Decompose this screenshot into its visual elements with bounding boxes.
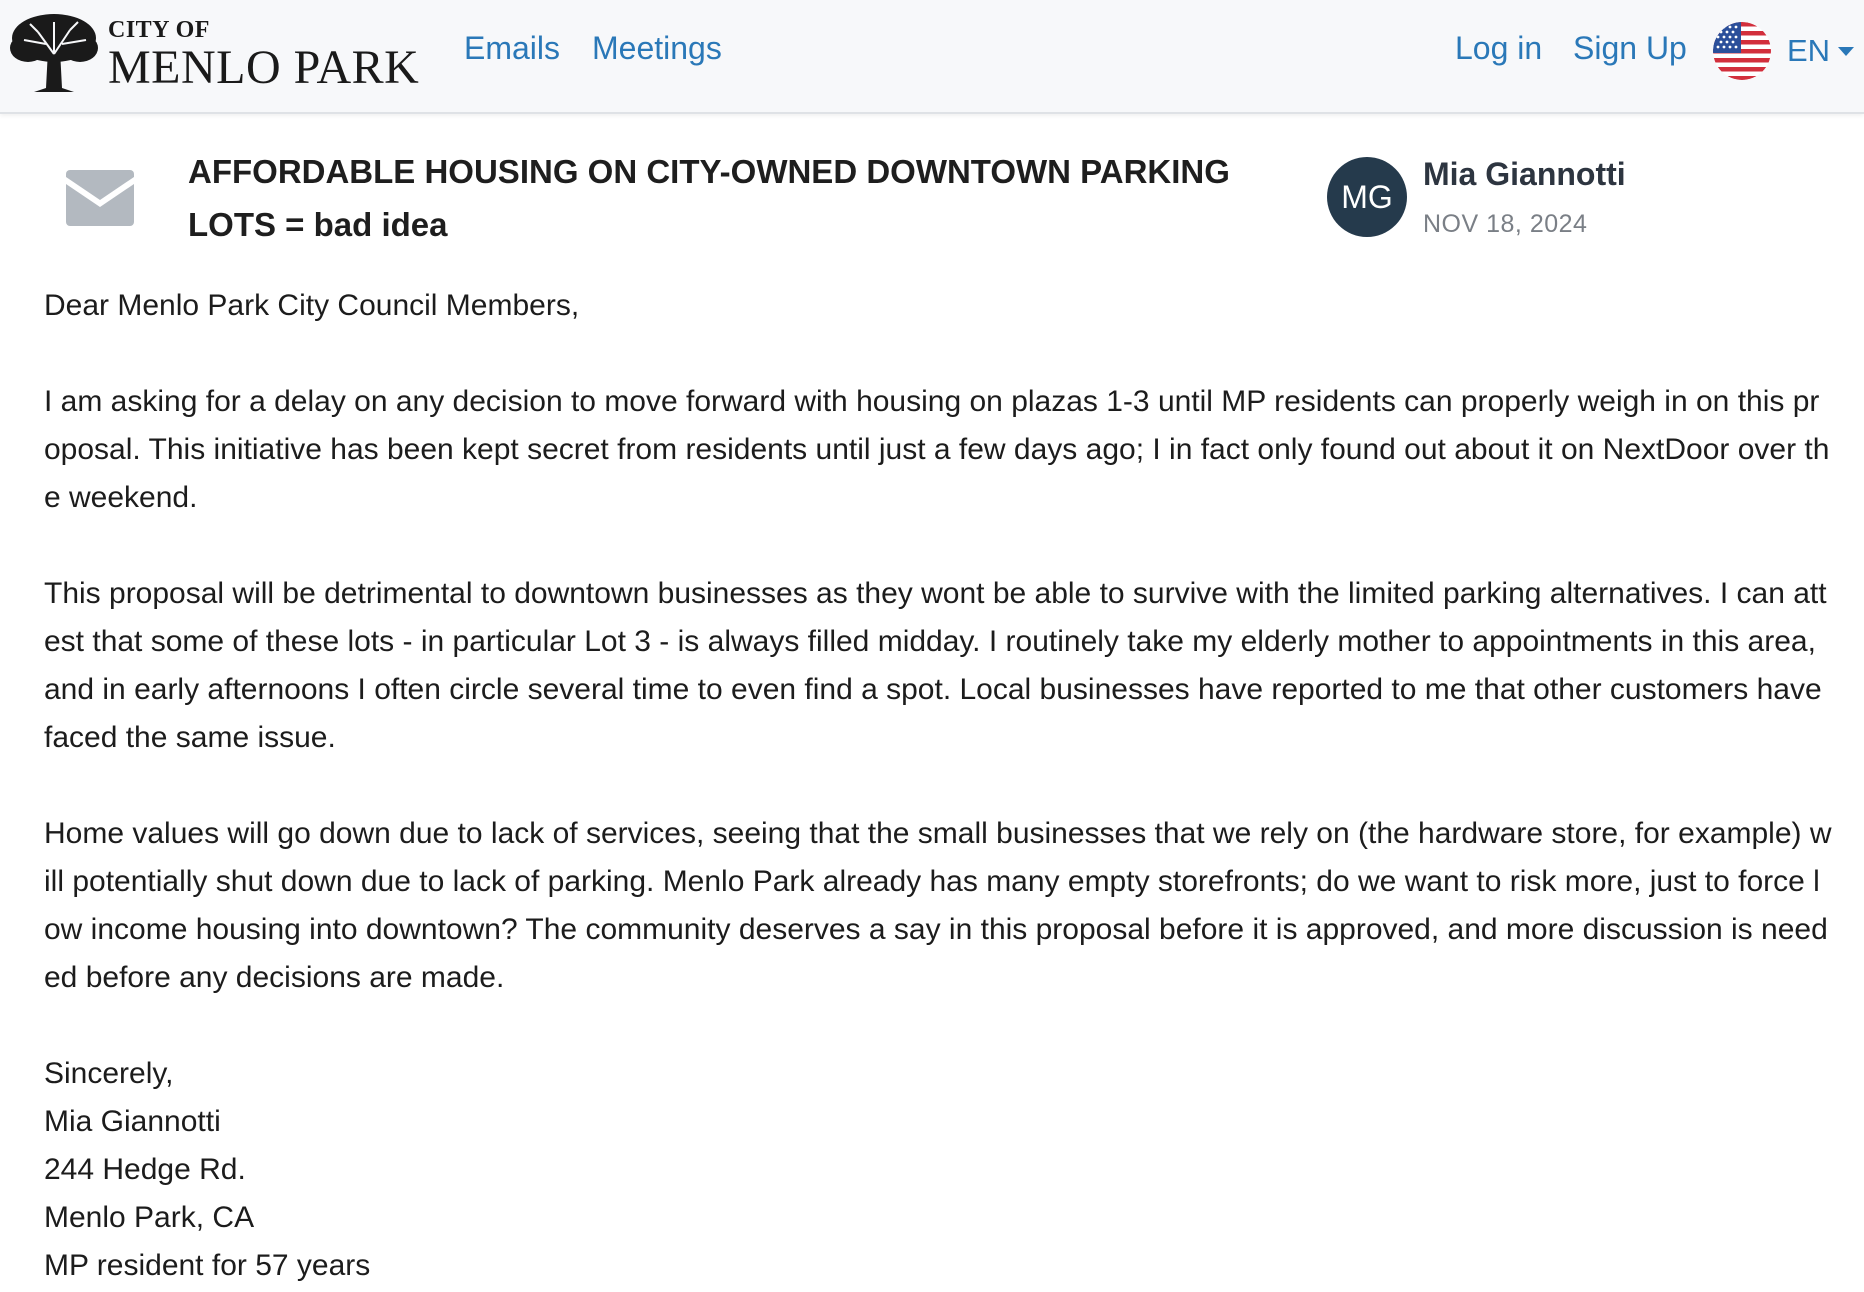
nav-meetings-link[interactable]: Meetings <box>592 30 722 66</box>
sent-date: NOV 18, 2024 <box>1423 210 1588 238</box>
oak-tree-logo-icon <box>8 10 100 94</box>
email-paragraph: Home values will go down due to lack of services, seeing that the small businesses that we rely on (the hardware store, for example) will potentially shut down due to lack of parking. Menlo Park already has many empty storefronts; do we want to risk more, just to force low income housing into downtown? The community deserves a say in this proposal before it is approved, and more discussion is needed before any decisions are made. <box>44 817 1832 994</box>
login-link[interactable]: Log in <box>1455 30 1543 66</box>
email-greeting: Dear Menlo Park City Council Members, <box>44 289 580 322</box>
language-selector[interactable] <box>1713 22 1854 80</box>
sender-name: Mia Giannotti <box>1423 156 1626 192</box>
logo-city-of: CITY OF <box>108 17 210 43</box>
email-signature <box>44 1050 1836 1290</box>
nav-emails-link[interactable]: Emails <box>464 30 561 66</box>
top-navigation-bar <box>0 0 1864 114</box>
signature-city: Menlo Park, CA <box>44 1201 255 1234</box>
email-paragraph: I am asking for a delay on any decision to move forward with housing on plazas 1-3 until MP residents can properly weigh in on this proposal. This initiative has been kept secret from residents until just a few days ago; I in fact only found out about it on NextDoor over the weekend. <box>44 385 1830 514</box>
email-body <box>44 282 1836 1290</box>
signup-link[interactable]: Sign Up <box>1573 30 1687 66</box>
email-subject: AFFORDABLE HOUSING ON CITY-OWNED DOWNTOWN PARKING LOTS = bad idea <box>188 153 1230 243</box>
signature-address: 244 Hedge Rd. <box>44 1153 246 1186</box>
us-flag-icon <box>1713 22 1771 80</box>
envelope-icon <box>66 170 134 226</box>
logo-menlo-park: MENLO PARK <box>108 41 420 94</box>
signature-closing: Sincerely, <box>44 1057 174 1090</box>
language-code: EN <box>1787 33 1831 68</box>
email-paragraph: This proposal will be detrimental to downtown businesses as they wont be able to survive with the limited parking alternatives. I can attest that some of these lots - in particular Lot 3 - is always filled midday. I routinely take my elderly mother to appointments in this area, and in early afternoons I often circle several time to even find a spot. Local businesses have reported to me that other customers have faced the same issue. <box>44 577 1827 754</box>
signature-note: MP resident for 57 years <box>44 1249 371 1282</box>
chevron-down-icon <box>1838 47 1854 56</box>
sender-avatar: MG <box>1327 157 1407 237</box>
signature-name: Mia Giannotti <box>44 1105 221 1138</box>
city-logo[interactable] <box>8 10 419 94</box>
